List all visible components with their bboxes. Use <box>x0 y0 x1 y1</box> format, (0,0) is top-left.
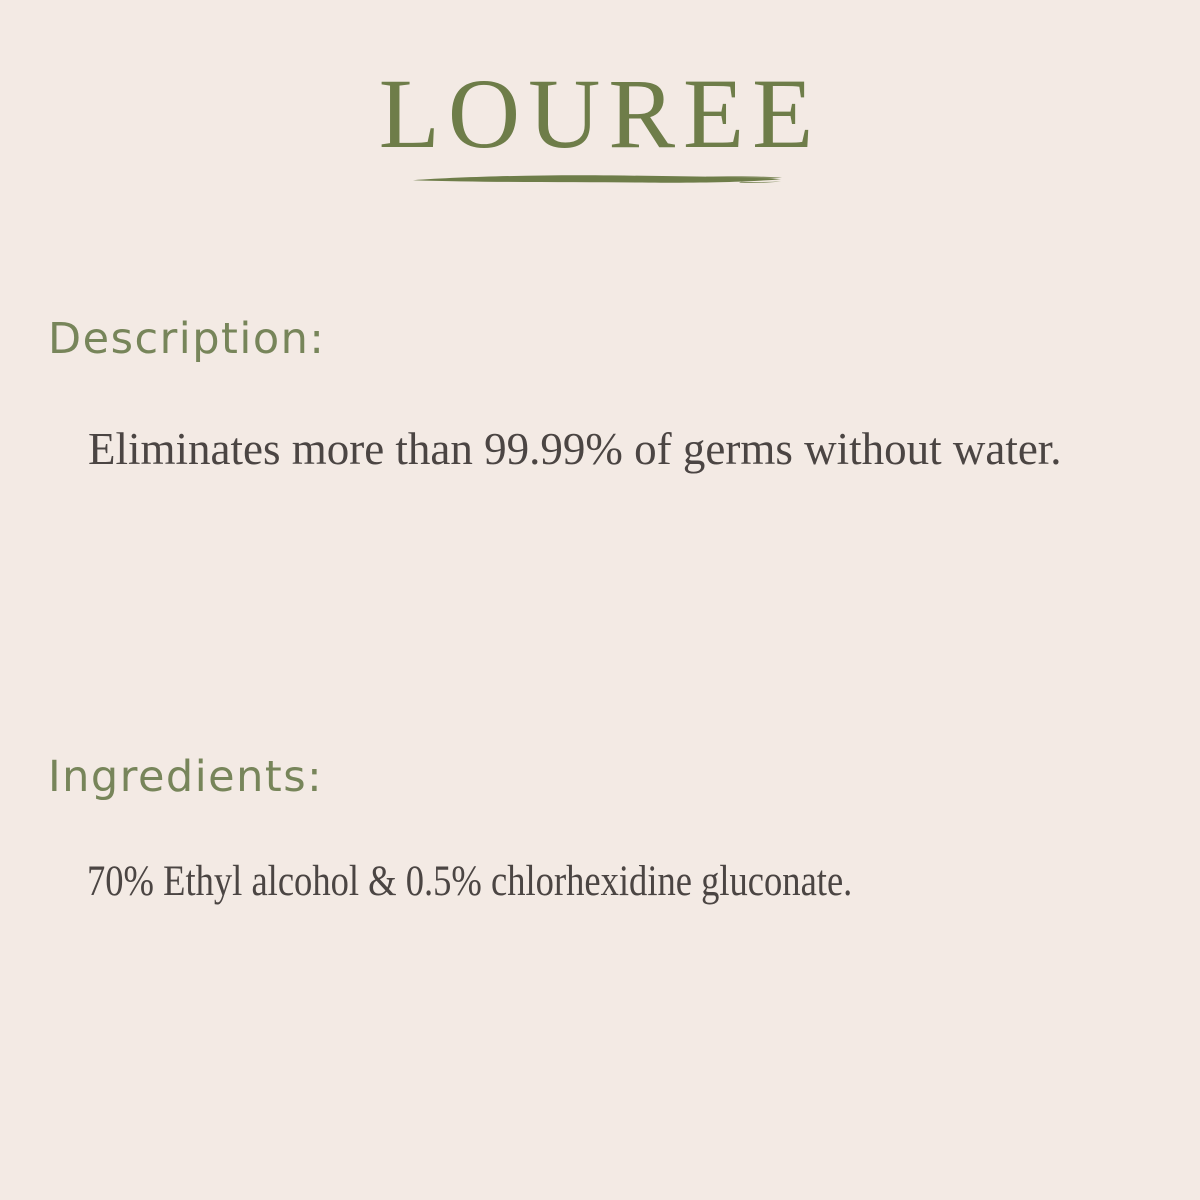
ingredients-text: 70% Ethyl alcohol & 0.5% chlorhexidine gluconate. <box>87 858 853 905</box>
description-text: Eliminates more than 99.99% of germs without water. <box>88 424 1062 474</box>
ingredients-heading: Ingredients: <box>48 752 324 802</box>
description-heading: Description: <box>48 314 326 364</box>
brush-underline-icon <box>411 173 783 185</box>
brand-logo: LOUREE <box>378 58 822 169</box>
